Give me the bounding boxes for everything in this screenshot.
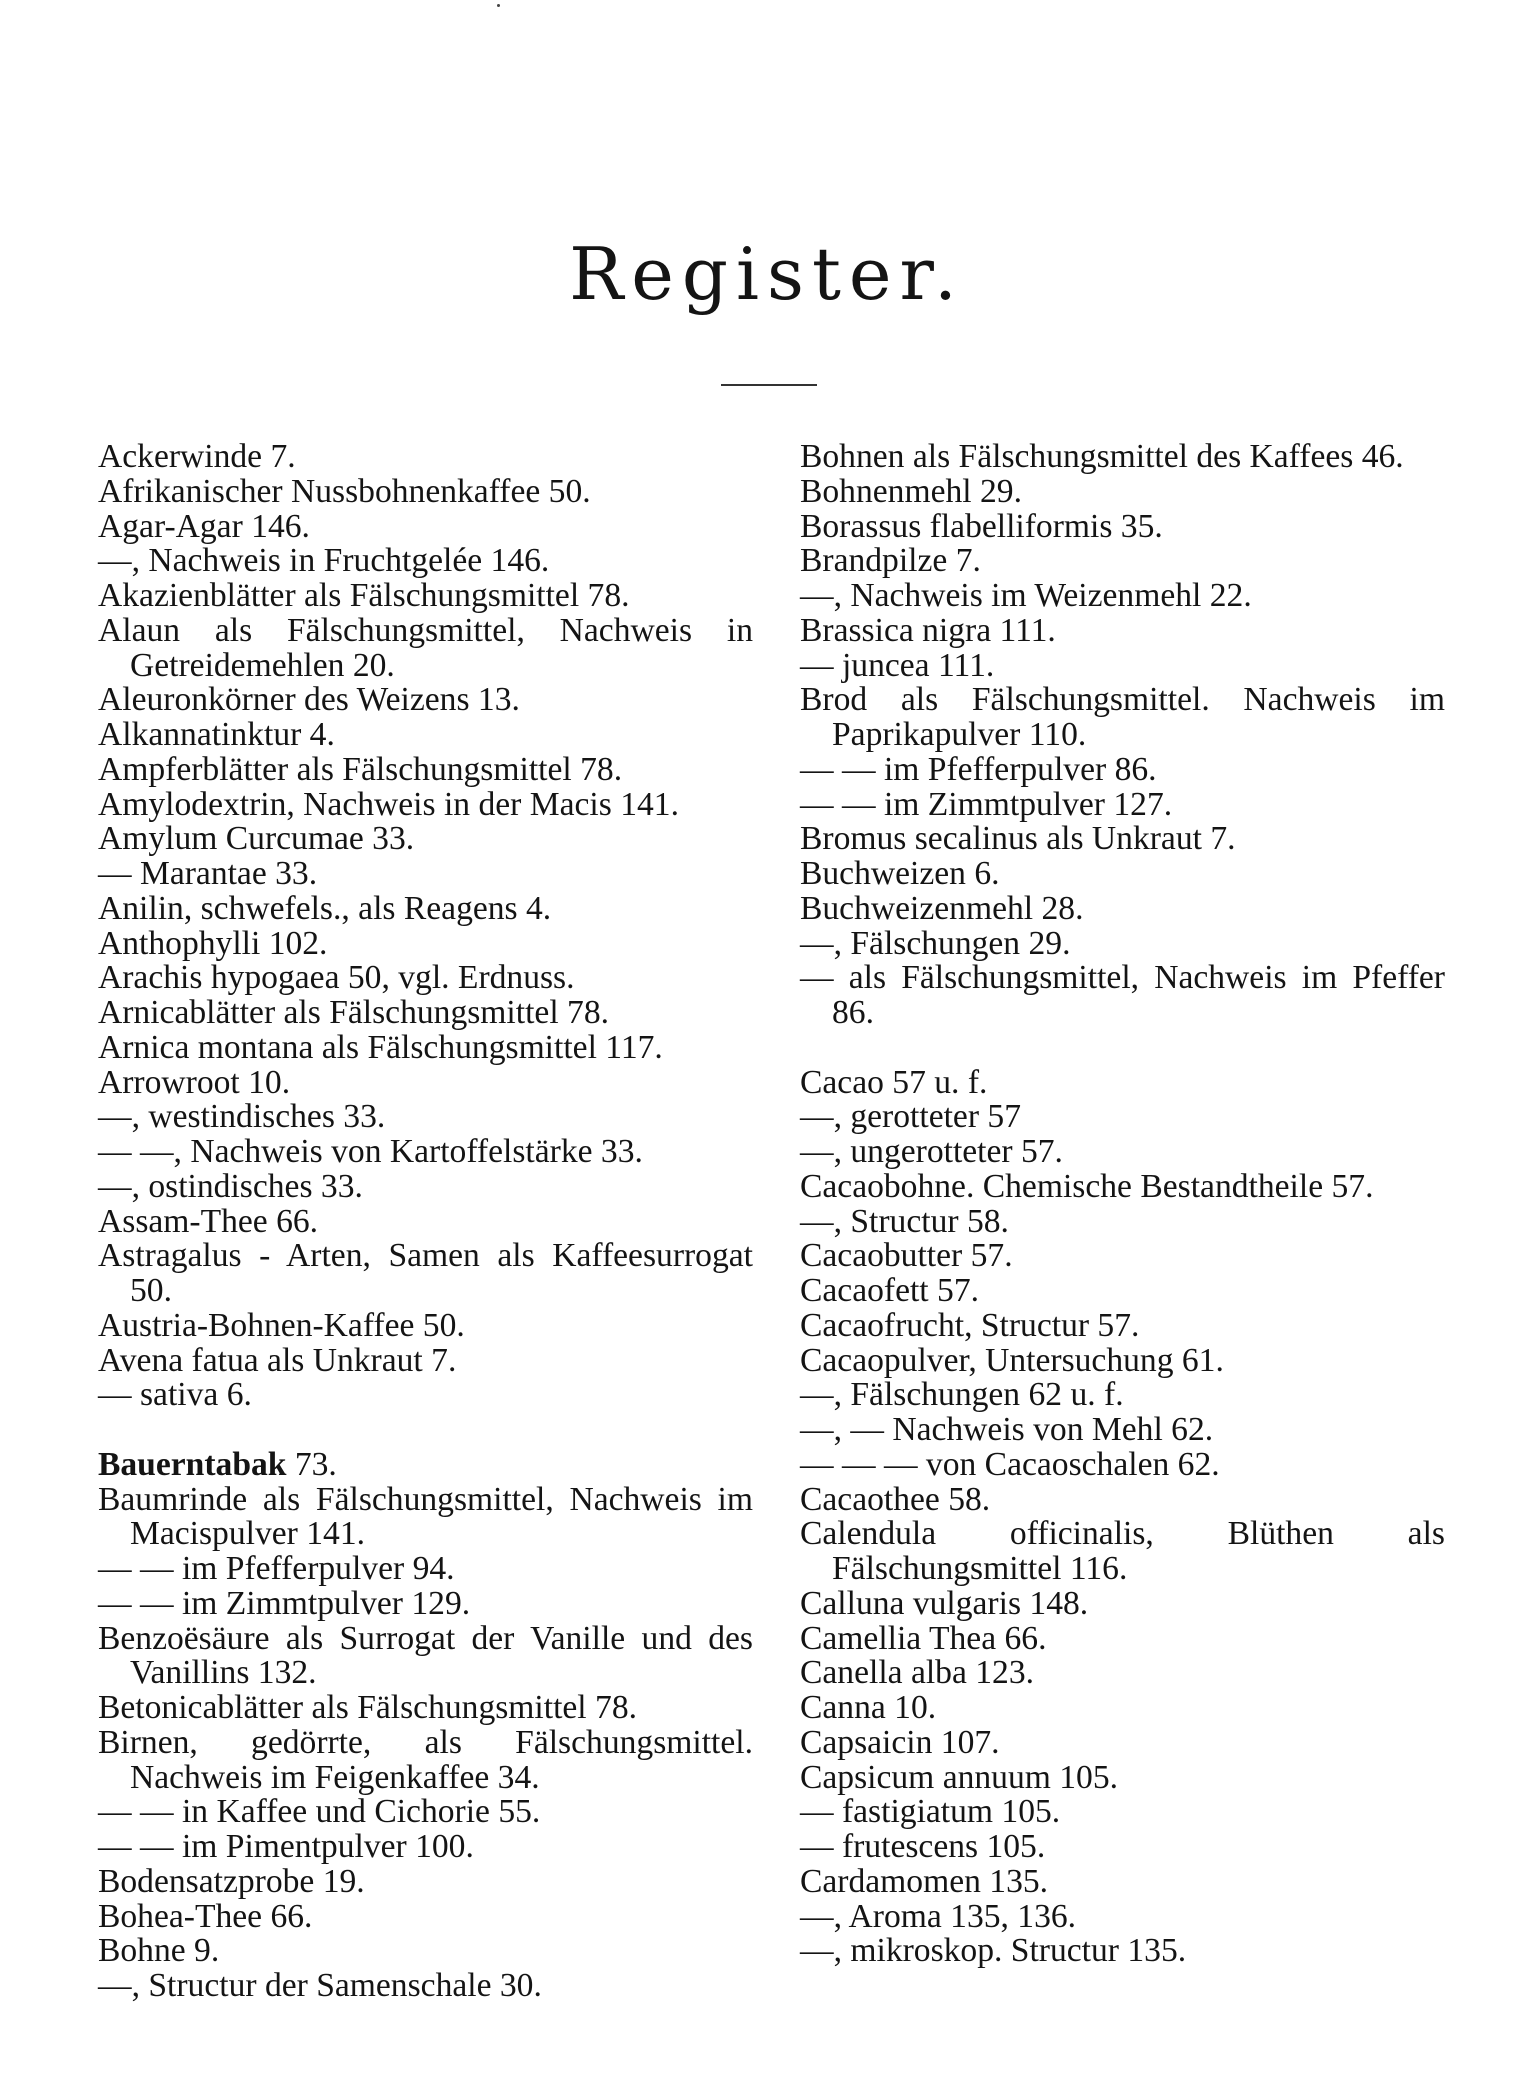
index-entry: Anilin, schwefels., als Reagens 4. bbox=[98, 889, 552, 927]
index-entry: Austria-Bohnen-Kaffee 50. bbox=[98, 1306, 465, 1344]
index-entry: Bohnen als Fälschungsmittel des Kaffees 46. bbox=[800, 438, 1404, 475]
index-entry: Arnicablätter als Fälschungsmittel 78. bbox=[98, 994, 610, 1031]
section-gap bbox=[98, 1413, 753, 1448]
index-entry: Bromus secalinus als Unkraut 7. bbox=[800, 820, 1236, 858]
index-entry: —, ostindisches 33. bbox=[98, 1167, 363, 1205]
index-entry: — — im Pfefferpulver 86. bbox=[800, 750, 1157, 788]
index-entry: —, ungerotteter 57. bbox=[800, 1133, 1063, 1170]
index-entry: Baumrinde als Fälschungsmittel, Nachweis im Macispulver 141. bbox=[98, 1480, 753, 1553]
index-entry: — sativa 6. bbox=[98, 1376, 252, 1414]
index-entry: Bohnenmehl 29. bbox=[800, 472, 1022, 510]
index-entry: Bauerntabak 73. bbox=[98, 1445, 337, 1483]
index-entry: — Marantae 33. bbox=[98, 855, 318, 892]
page-speck bbox=[497, 4, 500, 7]
index-entry: Alaun als Fälschungsmittel, Nachweis in Getreidemehlen 20. bbox=[98, 611, 753, 684]
index-entry: Cardamomen 135. bbox=[800, 1862, 1049, 1900]
index-entry: Canna 10. bbox=[800, 1689, 937, 1726]
index-entry: Cacaothee 58. bbox=[800, 1480, 991, 1518]
index-entry: Borassus flabelliformis 35. bbox=[800, 507, 1163, 545]
index-entry: Brod als Fälschungsmittel. Nachweis im Paprikapulver 110. bbox=[800, 681, 1445, 753]
index-entry: — — in Kaffee und Cichorie 55. bbox=[98, 1793, 541, 1831]
section-head-word: Bauerntabak bbox=[98, 1445, 287, 1483]
index-entry: Cacaofrucht, Structur 57. bbox=[800, 1306, 1140, 1344]
index-entry: Camellia Thea 66. bbox=[800, 1619, 1047, 1657]
index-entry: Amylodextrin, Nachweis in der Macis 141. bbox=[98, 785, 679, 823]
index-entry: — — im Pfefferpulver 94. bbox=[98, 1550, 455, 1587]
index-entry: Betonicablätter als Fälschungsmittel 78. bbox=[98, 1689, 638, 1726]
index-entry: Cacaopulver, Untersuchung 61. bbox=[800, 1341, 1224, 1379]
index-column-left bbox=[98, 440, 753, 2004]
index-entry: —, Fälschungen 29. bbox=[800, 924, 1071, 962]
index-entry: Bodensatzprobe 19. bbox=[98, 1862, 365, 1900]
index-entry: Ackerwinde 7. bbox=[98, 438, 296, 475]
index-entry: Avena fatua als Unkraut 7. bbox=[98, 1341, 457, 1379]
index-entry: Aleuronkörner des Weizens 13. bbox=[98, 681, 520, 719]
index-entry: Afrikanischer Nussbohnenkaffee 50. bbox=[98, 472, 591, 510]
index-entry: —, Aroma 135, 136. bbox=[800, 1897, 1077, 1935]
index-entry: Buchweizen 6. bbox=[800, 855, 1000, 892]
index-entry: —, Structur 58. bbox=[800, 1202, 1009, 1240]
index-entry: Brassica nigra 111. bbox=[800, 611, 1056, 649]
index-entry: —, Structur der Samenschale 30. bbox=[98, 1967, 542, 2004]
section-gap bbox=[800, 1031, 1445, 1066]
index-entry: Canella alba 123. bbox=[800, 1654, 1035, 1692]
index-entry: Buchweizenmehl 28. bbox=[800, 889, 1084, 927]
index-entry: Calendula officinalis, Blüthen als Fälschungsmittel 116. bbox=[800, 1515, 1445, 1587]
index-entry: Calluna vulgaris 148. bbox=[800, 1584, 1089, 1622]
index-entry: Capsicum annuum 105. bbox=[800, 1758, 1119, 1796]
index-entry: — — — von Cacaoschalen 62. bbox=[800, 1445, 1220, 1483]
index-entry: Ampferblätter als Fälschungsmittel 78. bbox=[98, 750, 623, 788]
page-title: Register. bbox=[569, 232, 965, 316]
index-entry: — — im Zimmtpulver 129. bbox=[98, 1584, 471, 1622]
index-entry: Arachis hypogaea 50, vgl. Erdnuss. bbox=[98, 959, 575, 997]
index-entry: Bohne 9. bbox=[98, 1932, 220, 1970]
index-entry: — als Fälschungsmittel, Nachweis im Pfeffer 86. bbox=[800, 959, 1445, 1031]
index-entry: Assam-Thee 66. bbox=[98, 1202, 319, 1240]
index-entry: —, gerotteter 57 bbox=[800, 1098, 1021, 1136]
index-entry: Bohea-Thee 66. bbox=[98, 1897, 313, 1935]
index-entry: —, Nachweis in Fruchtgelée 146. bbox=[98, 542, 550, 580]
index-entry: —, — Nachweis von Mehl 62. bbox=[800, 1411, 1214, 1448]
index-entry: Alkannatinktur 4. bbox=[98, 716, 335, 753]
index-entry: Capsaicin 107. bbox=[800, 1723, 1000, 1761]
index-entry: Cacaofett 57. bbox=[800, 1272, 980, 1309]
index-entry: Brandpilze 7. bbox=[800, 542, 981, 580]
index-entry: Cacaobutter 57. bbox=[800, 1237, 1013, 1275]
index-entry: Cacaobohne. Chemische Bestandtheile 57. bbox=[800, 1167, 1374, 1205]
index-column-right bbox=[800, 440, 1445, 1969]
index-entry: —, Nachweis im Weizenmehl 22. bbox=[800, 577, 1252, 614]
index-entry: — — im Zimmtpulver 127. bbox=[800, 785, 1173, 823]
index-entry: — —, Nachweis von Kartoffelstärke 33. bbox=[98, 1133, 643, 1170]
index-entry: Astragalus - Arten, Samen als Kaffeesurrogat 50. bbox=[98, 1237, 753, 1309]
index-entry: — — im Pimentpulver 100. bbox=[98, 1828, 474, 1865]
index-entry: Amylum Curcumae 33. bbox=[98, 820, 415, 858]
index-entry: Agar-Agar 146. bbox=[98, 507, 310, 545]
index-entry: Arrowroot 10. bbox=[98, 1063, 291, 1101]
index-entry: — juncea 111. bbox=[800, 646, 995, 684]
index-entry: Arnica montana als Fälschungsmittel 117. bbox=[98, 1028, 663, 1066]
index-entry: — fastigiatum 105. bbox=[800, 1793, 1061, 1831]
index-entry: — frutescens 105. bbox=[800, 1828, 1046, 1865]
index-entry: —, westindisches 33. bbox=[98, 1098, 386, 1136]
index-entry: Birnen, gedörrte, als Fälschungsmittel. Nachweis im Feigenkaffee 34. bbox=[98, 1723, 753, 1796]
index-entry: Akazienblätter als Fälschungsmittel 78. bbox=[98, 577, 630, 614]
index-entry: Anthophylli 102. bbox=[98, 924, 328, 962]
title-rule bbox=[721, 384, 817, 386]
index-entry: Cacao 57 u. f. bbox=[800, 1063, 988, 1101]
index-entry: —, Fälschungen 62 u. f. bbox=[800, 1376, 1124, 1414]
index-entry: —, mikroskop. Structur 135. bbox=[800, 1932, 1187, 1970]
index-entry: Benzoësäure als Surrogat der Vanille und des Vanillins 132. bbox=[98, 1619, 753, 1692]
